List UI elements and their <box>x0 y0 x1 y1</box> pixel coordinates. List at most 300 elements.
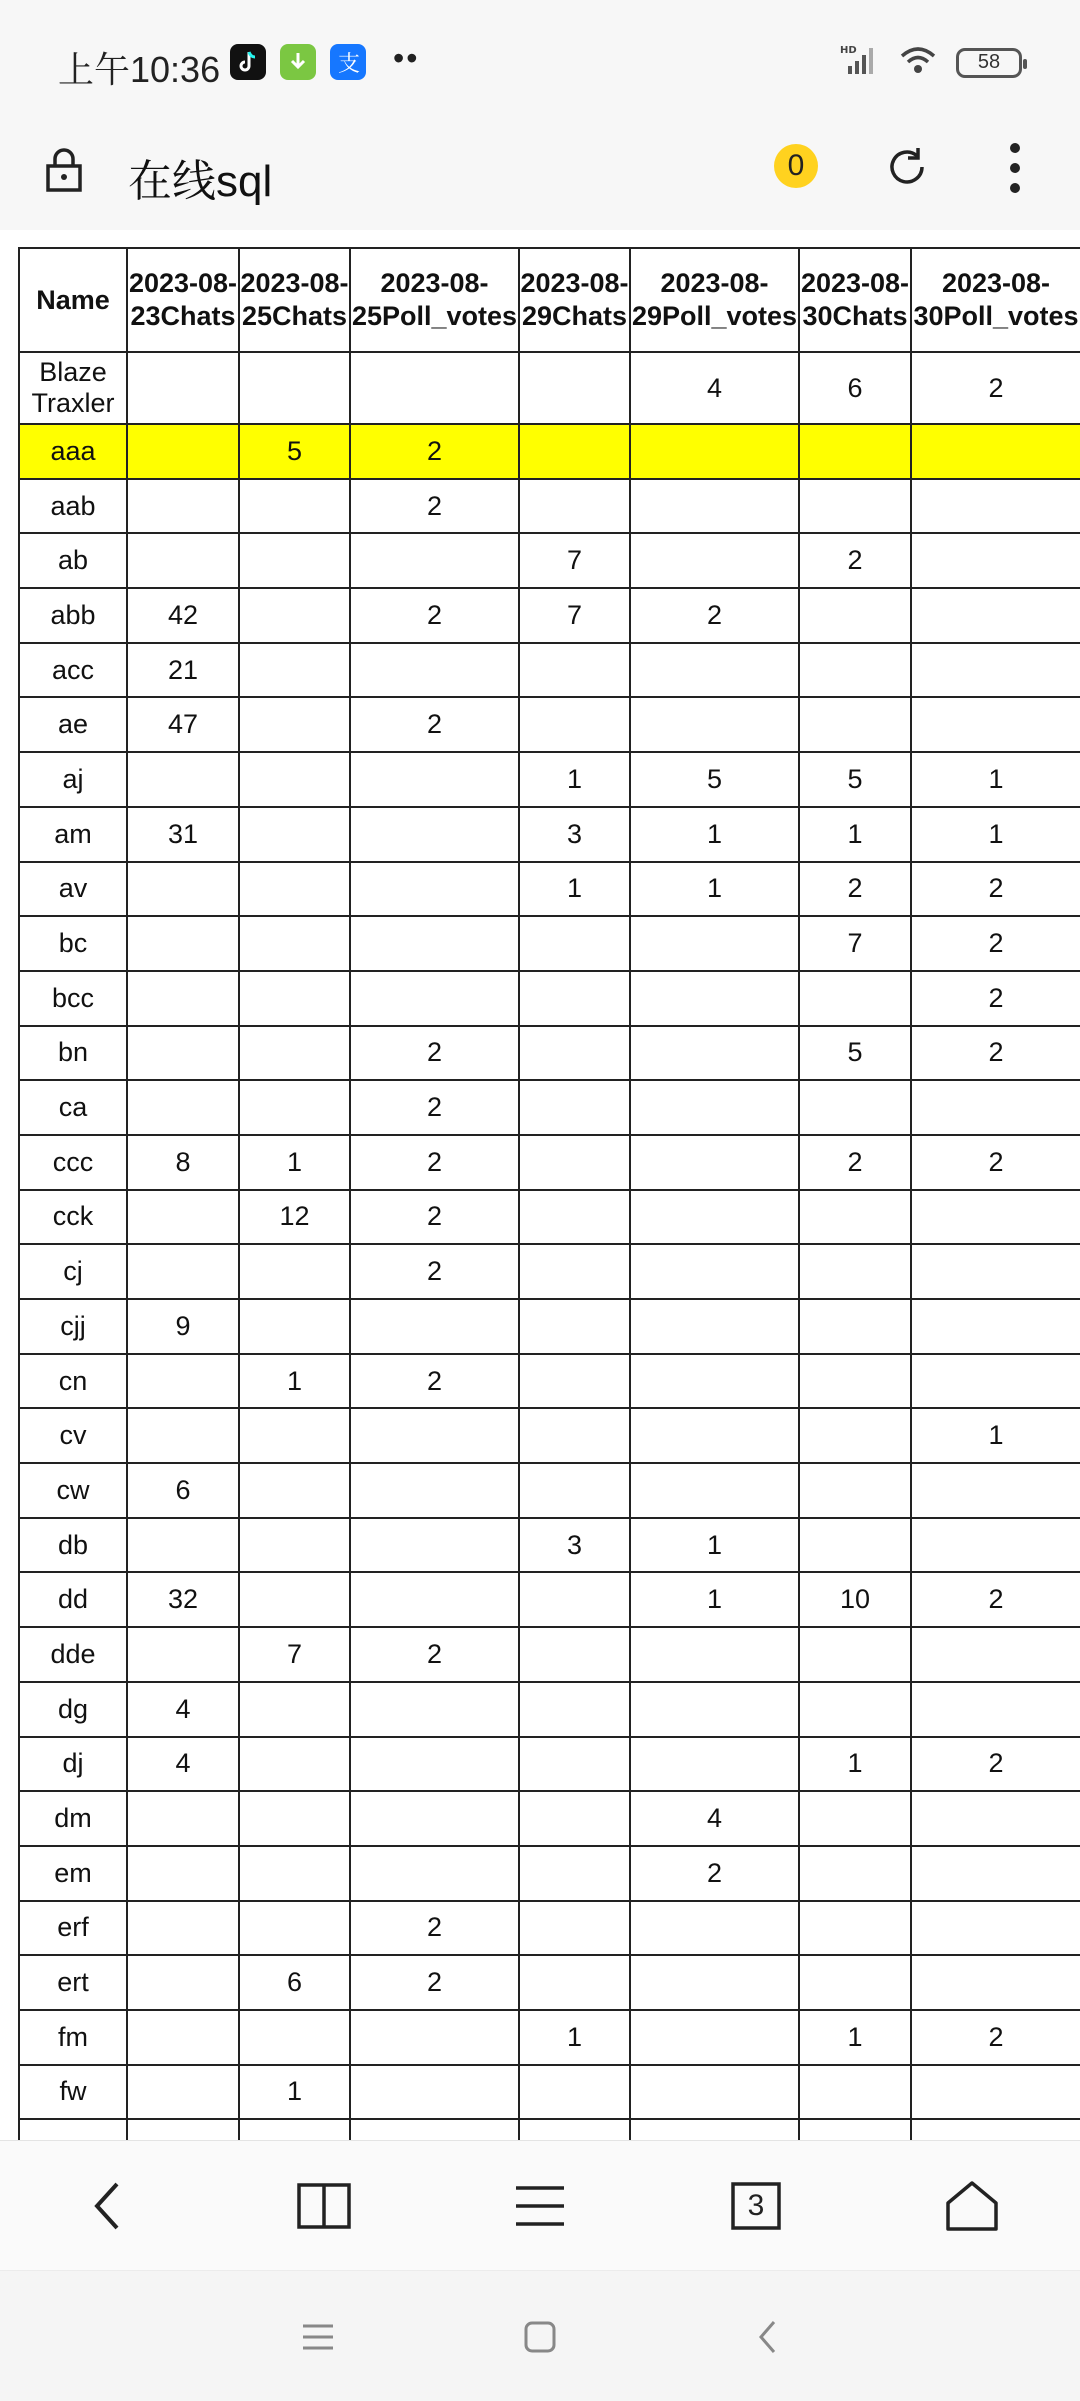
table-cell <box>911 1955 1080 2010</box>
table-cell <box>799 424 911 479</box>
table-cell: 1 <box>799 2010 911 2065</box>
table-cell <box>239 643 350 698</box>
table-cell: 2 <box>799 533 911 588</box>
table-cell <box>127 1791 239 1846</box>
table-cell <box>127 533 239 588</box>
row-name-cell: bn <box>19 1026 127 1081</box>
table-row <box>19 533 1080 588</box>
table-cell <box>911 1901 1080 1956</box>
table-cell <box>519 1190 630 1245</box>
table-cell: 32 <box>127 1572 239 1627</box>
table-cell <box>519 1463 630 1518</box>
row-name-cell: ccc <box>19 1135 127 1190</box>
table-cell <box>519 1299 630 1354</box>
table-cell <box>239 971 350 1026</box>
table-cell: 1 <box>911 1408 1080 1463</box>
table-cell: 2 <box>350 479 519 534</box>
table-cell <box>239 1518 350 1573</box>
table-cell: 1 <box>911 807 1080 862</box>
table-cell <box>519 1682 630 1737</box>
table-cell <box>127 2065 239 2120</box>
table-cell <box>519 1955 630 2010</box>
table-row <box>19 479 1080 534</box>
table-row <box>19 971 1080 1026</box>
table-row <box>19 1299 1080 1354</box>
column-header: 2023-08-29Chats <box>519 248 630 352</box>
table-cell: 1 <box>239 1135 350 1190</box>
table-cell <box>519 1846 630 1901</box>
table-cell <box>350 2065 519 2120</box>
table-cell <box>239 2010 350 2065</box>
table-cell <box>239 697 350 752</box>
table-cell: 2 <box>350 1901 519 1956</box>
table-cell <box>911 533 1080 588</box>
table-cell: 2 <box>911 862 1080 917</box>
table-cell <box>239 1408 350 1463</box>
table-cell <box>239 2119 350 2140</box>
table-cell: 5 <box>630 752 799 807</box>
table-row <box>19 424 1080 479</box>
table-cell <box>911 643 1080 698</box>
table-row <box>19 1354 1080 1409</box>
table-cell: 31 <box>127 807 239 862</box>
table-cell <box>799 1244 911 1299</box>
back-icon[interactable] <box>75 2174 139 2238</box>
table-cell <box>127 1354 239 1409</box>
table-cell <box>350 971 519 1026</box>
table-cell: 2 <box>911 1026 1080 1081</box>
table-cell <box>127 971 239 1026</box>
table-cell: 2 <box>911 916 1080 971</box>
table-cell: 2 <box>911 1572 1080 1627</box>
table-cell <box>239 1901 350 1956</box>
table-row <box>19 1080 1080 1135</box>
table-cell <box>630 1244 799 1299</box>
table-cell: 2 <box>350 1190 519 1245</box>
row-name-cell: db <box>19 1518 127 1573</box>
table-cell <box>239 1572 350 1627</box>
table-cell <box>239 1463 350 1518</box>
table-row <box>19 2010 1080 2065</box>
row-name-cell: cn <box>19 1354 127 1409</box>
table-cell <box>239 533 350 588</box>
row-name-cell: cjj <box>19 1299 127 1354</box>
tabs-icon[interactable] <box>724 2174 788 2238</box>
reload-icon[interactable] <box>882 142 932 197</box>
table-cell <box>519 1737 630 1792</box>
row-name-cell: aj <box>19 752 127 807</box>
table-cell <box>911 1846 1080 1901</box>
table-cell <box>630 533 799 588</box>
tiktok-icon <box>230 44 266 80</box>
table-cell <box>350 1463 519 1518</box>
table-cell <box>350 752 519 807</box>
table-cell <box>799 1846 911 1901</box>
results-table <box>18 247 1080 2140</box>
table-cell <box>911 1463 1080 1518</box>
table-cell: 7 <box>239 1627 350 1682</box>
table-cell <box>519 1901 630 1956</box>
table-cell: 10 <box>799 1572 911 1627</box>
row-name-cell: ae <box>19 697 127 752</box>
table-cell: 5 <box>239 424 350 479</box>
table-row <box>19 1901 1080 1956</box>
table-cell <box>630 1737 799 1792</box>
table-cell <box>911 588 1080 643</box>
table-cell <box>127 1080 239 1135</box>
table-cell: 1 <box>911 752 1080 807</box>
table-cell <box>127 1518 239 1573</box>
table-cell <box>911 1354 1080 1409</box>
table-cell <box>630 1354 799 1409</box>
table-cell <box>630 2065 799 2120</box>
table-cell: 21 <box>127 643 239 698</box>
table-cell <box>799 1955 911 2010</box>
table-cell <box>239 1026 350 1081</box>
row-name-cell: bcc <box>19 971 127 1026</box>
table-cell <box>630 424 799 479</box>
table-cell <box>911 2065 1080 2120</box>
table-cell <box>799 1190 911 1245</box>
table-row <box>19 1518 1080 1573</box>
table-cell: 2 <box>350 1135 519 1190</box>
row-name-cell: dd <box>19 1572 127 1627</box>
table-cell <box>127 1408 239 1463</box>
table-cell: 7 <box>519 533 630 588</box>
table-cell <box>519 1572 630 1627</box>
row-name-cell: dde <box>19 1627 127 1682</box>
table-cell: 6 <box>127 1463 239 1518</box>
table-row <box>19 1190 1080 1245</box>
table-cell <box>519 479 630 534</box>
table-cell <box>911 479 1080 534</box>
table-cell <box>519 1026 630 1081</box>
table-cell <box>911 1190 1080 1245</box>
table-cell <box>127 2010 239 2065</box>
table-cell <box>350 1682 519 1737</box>
table-cell <box>519 1080 630 1135</box>
table-cell: 2 <box>911 1737 1080 1792</box>
row-name-cell: em <box>19 1846 127 1901</box>
table-cell <box>911 1518 1080 1573</box>
svg-text:支: 支 <box>338 52 361 77</box>
table-cell <box>239 807 350 862</box>
status-time: 上午10:36 <box>58 49 221 90</box>
table-cell <box>519 424 630 479</box>
table-cell <box>630 1682 799 1737</box>
table-row <box>19 1955 1080 2010</box>
table-cell <box>799 1682 911 1737</box>
table-cell <box>519 1135 630 1190</box>
table-cell <box>519 1244 630 1299</box>
table-cell: 1 <box>799 1737 911 1792</box>
table-cell <box>127 1026 239 1081</box>
table-cell <box>519 1627 630 1682</box>
table-cell <box>799 2065 911 2120</box>
table-cell <box>350 1737 519 1792</box>
table-cell <box>630 1190 799 1245</box>
table-row <box>19 1408 1080 1463</box>
table-cell <box>127 752 239 807</box>
notification-count-badge[interactable]: 0 <box>774 144 818 188</box>
row-name-cell: dm <box>19 1791 127 1846</box>
table-cell <box>350 1846 519 1901</box>
table-row <box>19 352 1080 424</box>
table-cell: 12 <box>239 1190 350 1245</box>
table-cell: 4 <box>630 352 799 424</box>
table-row <box>19 1791 1080 1846</box>
table-row <box>19 916 1080 971</box>
tab-count: 3 <box>747 2189 765 2222</box>
table-row <box>19 1026 1080 1081</box>
column-header: 2023-08-29Poll_votes <box>630 248 799 352</box>
table-cell: 2 <box>350 1026 519 1081</box>
table-cell <box>799 588 911 643</box>
table-cell: 9 <box>127 1299 239 1354</box>
row-name-cell: erf <box>19 1901 127 1956</box>
page-content[interactable] <box>0 230 1080 2140</box>
table-cell <box>127 916 239 971</box>
table-cell: 2 <box>350 1627 519 1682</box>
table-cell <box>350 643 519 698</box>
table-cell <box>799 1408 911 1463</box>
table-cell <box>127 1190 239 1245</box>
table-cell <box>630 1627 799 1682</box>
more-options-icon[interactable] <box>1000 140 1030 201</box>
table-cell <box>239 752 350 807</box>
row-name-cell: dg <box>19 1682 127 1737</box>
table-cell <box>799 643 911 698</box>
table-row <box>19 1572 1080 1627</box>
table-cell <box>350 2119 519 2140</box>
table-cell <box>127 479 239 534</box>
row-name-cell: aab <box>19 479 127 534</box>
column-header: 2023-08-30Chats <box>799 248 911 352</box>
row-name-cell: cj <box>19 1244 127 1299</box>
table-cell <box>519 1408 630 1463</box>
status-bar <box>0 0 1080 120</box>
table-row <box>19 862 1080 917</box>
home-icon[interactable] <box>940 2174 1004 2238</box>
table-cell <box>239 588 350 643</box>
table-cell <box>911 1299 1080 1354</box>
table-header-row <box>19 248 1080 352</box>
table-cell <box>127 1627 239 1682</box>
table-cell: 1 <box>630 1518 799 1573</box>
table-cell: 2 <box>911 352 1080 424</box>
table-cell <box>127 1244 239 1299</box>
table-cell <box>127 862 239 917</box>
table-cell: 1 <box>239 1354 350 1409</box>
table-cell <box>350 1299 519 1354</box>
table-row <box>19 752 1080 807</box>
table-cell <box>239 1737 350 1792</box>
table-cell <box>350 1518 519 1573</box>
system-back-icon[interactable] <box>746 2315 790 2359</box>
table-cell: 6 <box>799 352 911 424</box>
table-cell <box>630 1299 799 1354</box>
more-notifications-dots: •• <box>393 40 420 76</box>
column-header: 2023-08-25Poll_votes <box>350 248 519 352</box>
table-cell: 5 <box>799 752 911 807</box>
table-cell <box>239 1846 350 1901</box>
table-cell <box>630 1955 799 2010</box>
table-cell <box>350 2010 519 2065</box>
table-cell: 2 <box>630 1846 799 1901</box>
column-header: 2023-08-30Poll_votes <box>911 248 1080 352</box>
row-name-cell: dj <box>19 1737 127 1792</box>
table-cell <box>911 424 1080 479</box>
table-cell <box>127 352 239 424</box>
table-cell: 5 <box>799 1026 911 1081</box>
table-cell <box>799 1299 911 1354</box>
row-name-cell: aaa <box>19 424 127 479</box>
table-row <box>19 1682 1080 1737</box>
table-cell: 1 <box>630 1572 799 1627</box>
table-cell <box>630 2119 799 2140</box>
table-cell <box>799 1463 911 1518</box>
table-cell: 2 <box>911 971 1080 1026</box>
table-cell: 2 <box>350 1080 519 1135</box>
table-row <box>19 1463 1080 1518</box>
table-cell <box>630 1026 799 1081</box>
row-name-cell: acc <box>19 643 127 698</box>
table-cell <box>911 1627 1080 1682</box>
table-cell <box>799 1518 911 1573</box>
table-cell <box>799 2119 911 2140</box>
row-name-cell: fm <box>19 2010 127 2065</box>
row-name-cell: cck <box>19 1190 127 1245</box>
table-cell <box>127 424 239 479</box>
table-cell <box>630 1463 799 1518</box>
table-row <box>19 588 1080 643</box>
table-cell <box>239 1080 350 1135</box>
table-cell <box>519 1354 630 1409</box>
table-cell: 2 <box>350 1354 519 1409</box>
table-cell <box>127 1846 239 1901</box>
column-header-name: Name <box>19 248 127 352</box>
table-cell <box>799 1627 911 1682</box>
page-title[interactable]: 在线sql <box>128 157 273 206</box>
row-name-cell: am <box>19 807 127 862</box>
table-cell: 4 <box>630 1791 799 1846</box>
status-right-group <box>840 44 1022 81</box>
table-cell: 1 <box>519 2010 630 2065</box>
table-cell <box>630 479 799 534</box>
table-cell <box>630 1080 799 1135</box>
table-cell <box>630 916 799 971</box>
menu-icon[interactable] <box>508 2174 572 2238</box>
table-cell <box>911 1080 1080 1135</box>
table-cell <box>799 479 911 534</box>
row-name-cell <box>19 2119 127 2140</box>
row-name-cell: ab <box>19 533 127 588</box>
table-cell <box>127 1955 239 2010</box>
table-cell: 2 <box>350 1244 519 1299</box>
recents-menu-icon[interactable] <box>296 2315 340 2359</box>
row-name-cell: abb <box>19 588 127 643</box>
table-cell <box>630 971 799 1026</box>
table-row <box>19 2065 1080 2120</box>
table-row <box>19 1846 1080 1901</box>
table-cell: 1 <box>519 862 630 917</box>
table-cell <box>239 1244 350 1299</box>
table-cell <box>519 916 630 971</box>
table-cell <box>350 1408 519 1463</box>
table-cell: 1 <box>799 807 911 862</box>
table-cell: 47 <box>127 697 239 752</box>
row-name-cell: Blaze Traxler <box>19 352 127 424</box>
table-row <box>19 643 1080 698</box>
table-cell <box>911 697 1080 752</box>
table-cell: 3 <box>519 1518 630 1573</box>
table-cell: 2 <box>799 1135 911 1190</box>
table-cell: 1 <box>519 752 630 807</box>
table-cell <box>519 971 630 1026</box>
download-icon <box>280 44 316 80</box>
lock-icon[interactable] <box>44 146 84 199</box>
table-cell <box>799 1080 911 1135</box>
table-cell <box>239 479 350 534</box>
row-name-cell: ca <box>19 1080 127 1135</box>
alipay-icon <box>330 44 366 80</box>
table-cell <box>519 643 630 698</box>
row-name-cell: bc <box>19 916 127 971</box>
table-cell <box>239 1299 350 1354</box>
table-cell: 2 <box>630 588 799 643</box>
table-cell: 3 <box>519 807 630 862</box>
wifi-icon <box>898 44 938 81</box>
table-cell: 42 <box>127 588 239 643</box>
table-cell <box>350 1791 519 1846</box>
column-header: 2023-08-25Chats <box>239 248 350 352</box>
row-name-cell: fw <box>19 2065 127 2120</box>
table-cell: 2 <box>911 1135 1080 1190</box>
table-cell <box>239 862 350 917</box>
table-cell: 2 <box>350 697 519 752</box>
table-cell <box>799 697 911 752</box>
system-home-icon[interactable] <box>518 2315 562 2359</box>
table-row <box>19 2119 1080 2140</box>
split-view-icon[interactable] <box>292 2174 356 2238</box>
table-cell <box>911 1682 1080 1737</box>
table-cell: 4 <box>127 1737 239 1792</box>
signal-icon <box>840 44 880 81</box>
table-cell <box>127 1901 239 1956</box>
row-name-cell: cw <box>19 1463 127 1518</box>
table-row <box>19 1627 1080 1682</box>
table-cell <box>127 2119 239 2140</box>
table-cell: 8 <box>127 1135 239 1190</box>
table-cell: 6 <box>239 1955 350 2010</box>
table-cell <box>911 1244 1080 1299</box>
table-cell: 1 <box>630 862 799 917</box>
table-cell: 1 <box>239 2065 350 2120</box>
table-row <box>19 807 1080 862</box>
table-row <box>19 1244 1080 1299</box>
table-cell <box>519 697 630 752</box>
table-cell <box>911 2119 1080 2140</box>
table-cell <box>630 1408 799 1463</box>
column-header: 2023-08-23Chats <box>127 248 239 352</box>
table-cell <box>799 1354 911 1409</box>
table-cell: 7 <box>519 588 630 643</box>
table-cell <box>911 1791 1080 1846</box>
row-name-cell: av <box>19 862 127 917</box>
table-cell: 2 <box>799 862 911 917</box>
row-name-cell: cv <box>19 1408 127 1463</box>
table-cell <box>799 1901 911 1956</box>
